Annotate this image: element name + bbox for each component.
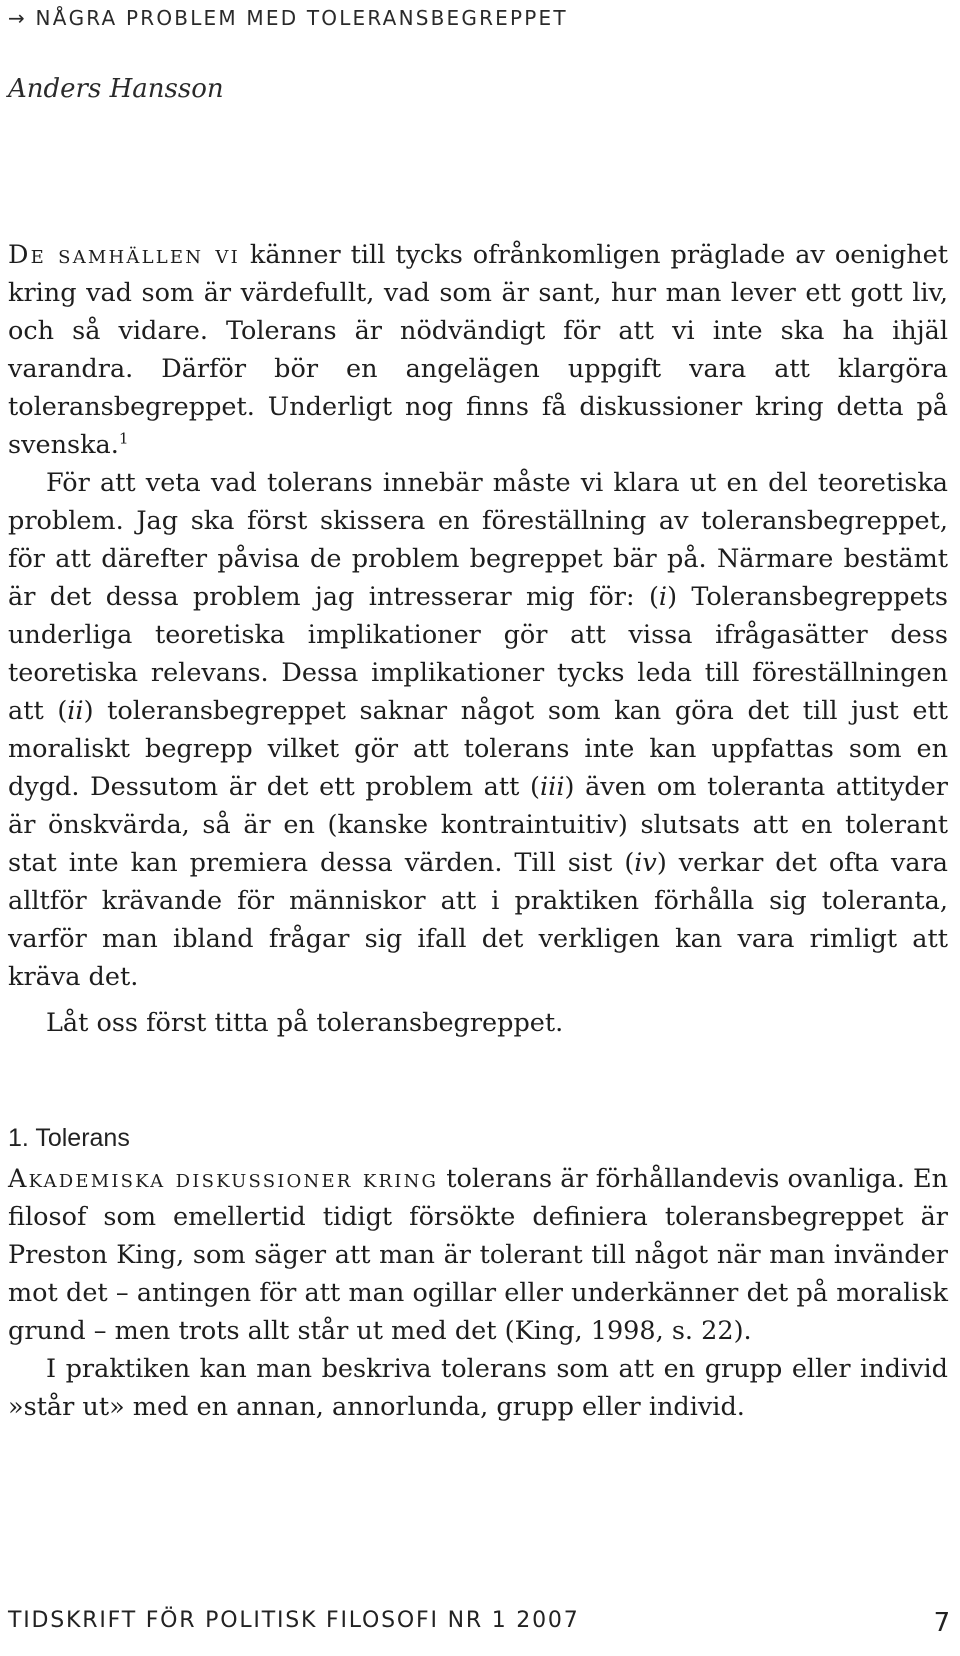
intro-p2-part-c: ) toleransbegreppet saknar något som kan göra det till just ett moraliskt begrepp vilket gör att tolerans inte kan uppfattas som en dygd. Dessutom är det ett problem att ( bbox=[8, 696, 948, 802]
intro-paragraph-1 bbox=[8, 236, 948, 464]
journal-name: TIDSKRIFT FÖR POLITISK FILOSOFI NR 1 2007 bbox=[8, 1608, 580, 1633]
intro-p2-part-d: ) även om toleranta attityder är önskvärda, så är en (kanske kontraintuitiv) slutsats att en tolerant stat inte kan premiera dessa värden. Till sist ( bbox=[8, 772, 949, 878]
roman-numeral-ii: ii bbox=[67, 696, 84, 726]
roman-numeral-i: i bbox=[658, 582, 668, 612]
section1-lead-smallcaps: Akademiska diskussioner kring bbox=[8, 1164, 439, 1194]
intro-p2-part-e: ) verkar det ofta vara alltför krävande för människor att i praktiken förhålla sig toleranta, varför man ibland frågar sig ifall det verkligen kan vara rimligt att kräva det. bbox=[8, 848, 948, 992]
intro-p2-part-b: ) Toleransbegreppets underliga teoretiska implikationer gör att vissa ifrågasätter dess teoretiska relevans. Dessa implikationer tycks leda till föreställningen att ( bbox=[8, 582, 948, 726]
intro-lead-smallcaps: De samhällen vi bbox=[8, 240, 240, 270]
author-name: Anders Hansson bbox=[8, 74, 224, 104]
intro-p2-part-a: För att veta vad tolerans innebär måste vi klara ut en del teoretiska problem. Jag ska först skissera en föreställning av toleransbegreppet, för att därefter påvisa de problem begreppet bär på. Närmare bestämt är det dessa problem jag intresserar mig för: ( bbox=[8, 468, 948, 612]
roman-numeral-iii: iii bbox=[540, 772, 565, 802]
section1-paragraph-1-text: tolerans är förhållandevis ovanliga. En filosof som emellertid tidigt försökte definiera toleransbegreppet är Preston King, som säger att man är tolerant till något när man invänder mot det – antingen för att man ogillar eller underkänner det på moralisk grund – men trots allt står ut med det (King, 1998, s. 22). bbox=[8, 1164, 949, 1346]
intro-paragraph-1-text: känner till tycks ofrånkomligen präglade av oenighet kring vad som är värdefullt, vad som är sant, hur man lever ett gott liv, och så vidare. Tolerans är nödvändigt för att vi inte ska ha ihjäl varandra. Därför bör en angelägen uppgift vara att klargöra toleransbegreppet. Underligt nog finns få diskussioner kring detta på svenska. bbox=[8, 240, 948, 460]
intro-paragraph-2 bbox=[8, 464, 948, 996]
page-number: 7 bbox=[933, 1608, 952, 1638]
section-tag-text: NÅGRA PROBLEM MED TOLERANSBEGREPPET bbox=[35, 6, 568, 30]
section1-paragraph-1 bbox=[8, 1160, 948, 1350]
page-footer bbox=[8, 1608, 952, 1642]
roman-numeral-iv: iv bbox=[634, 848, 657, 878]
section1-paragraph-2: I praktiken kan man beskriva tolerans som att en grupp eller individ »står ut» med en annan, annorlunda, grupp eller individ. bbox=[8, 1354, 948, 1422]
intro-paragraph-3: Låt oss först titta på toleransbegreppet. bbox=[46, 1008, 564, 1038]
document-page bbox=[8, 0, 958, 1656]
arrow-right-icon: → bbox=[8, 6, 27, 30]
section-tag bbox=[8, 6, 568, 30]
section-heading: 1. Tolerans bbox=[8, 1124, 130, 1152]
footnote-marker[interactable]: 1 bbox=[118, 429, 129, 448]
